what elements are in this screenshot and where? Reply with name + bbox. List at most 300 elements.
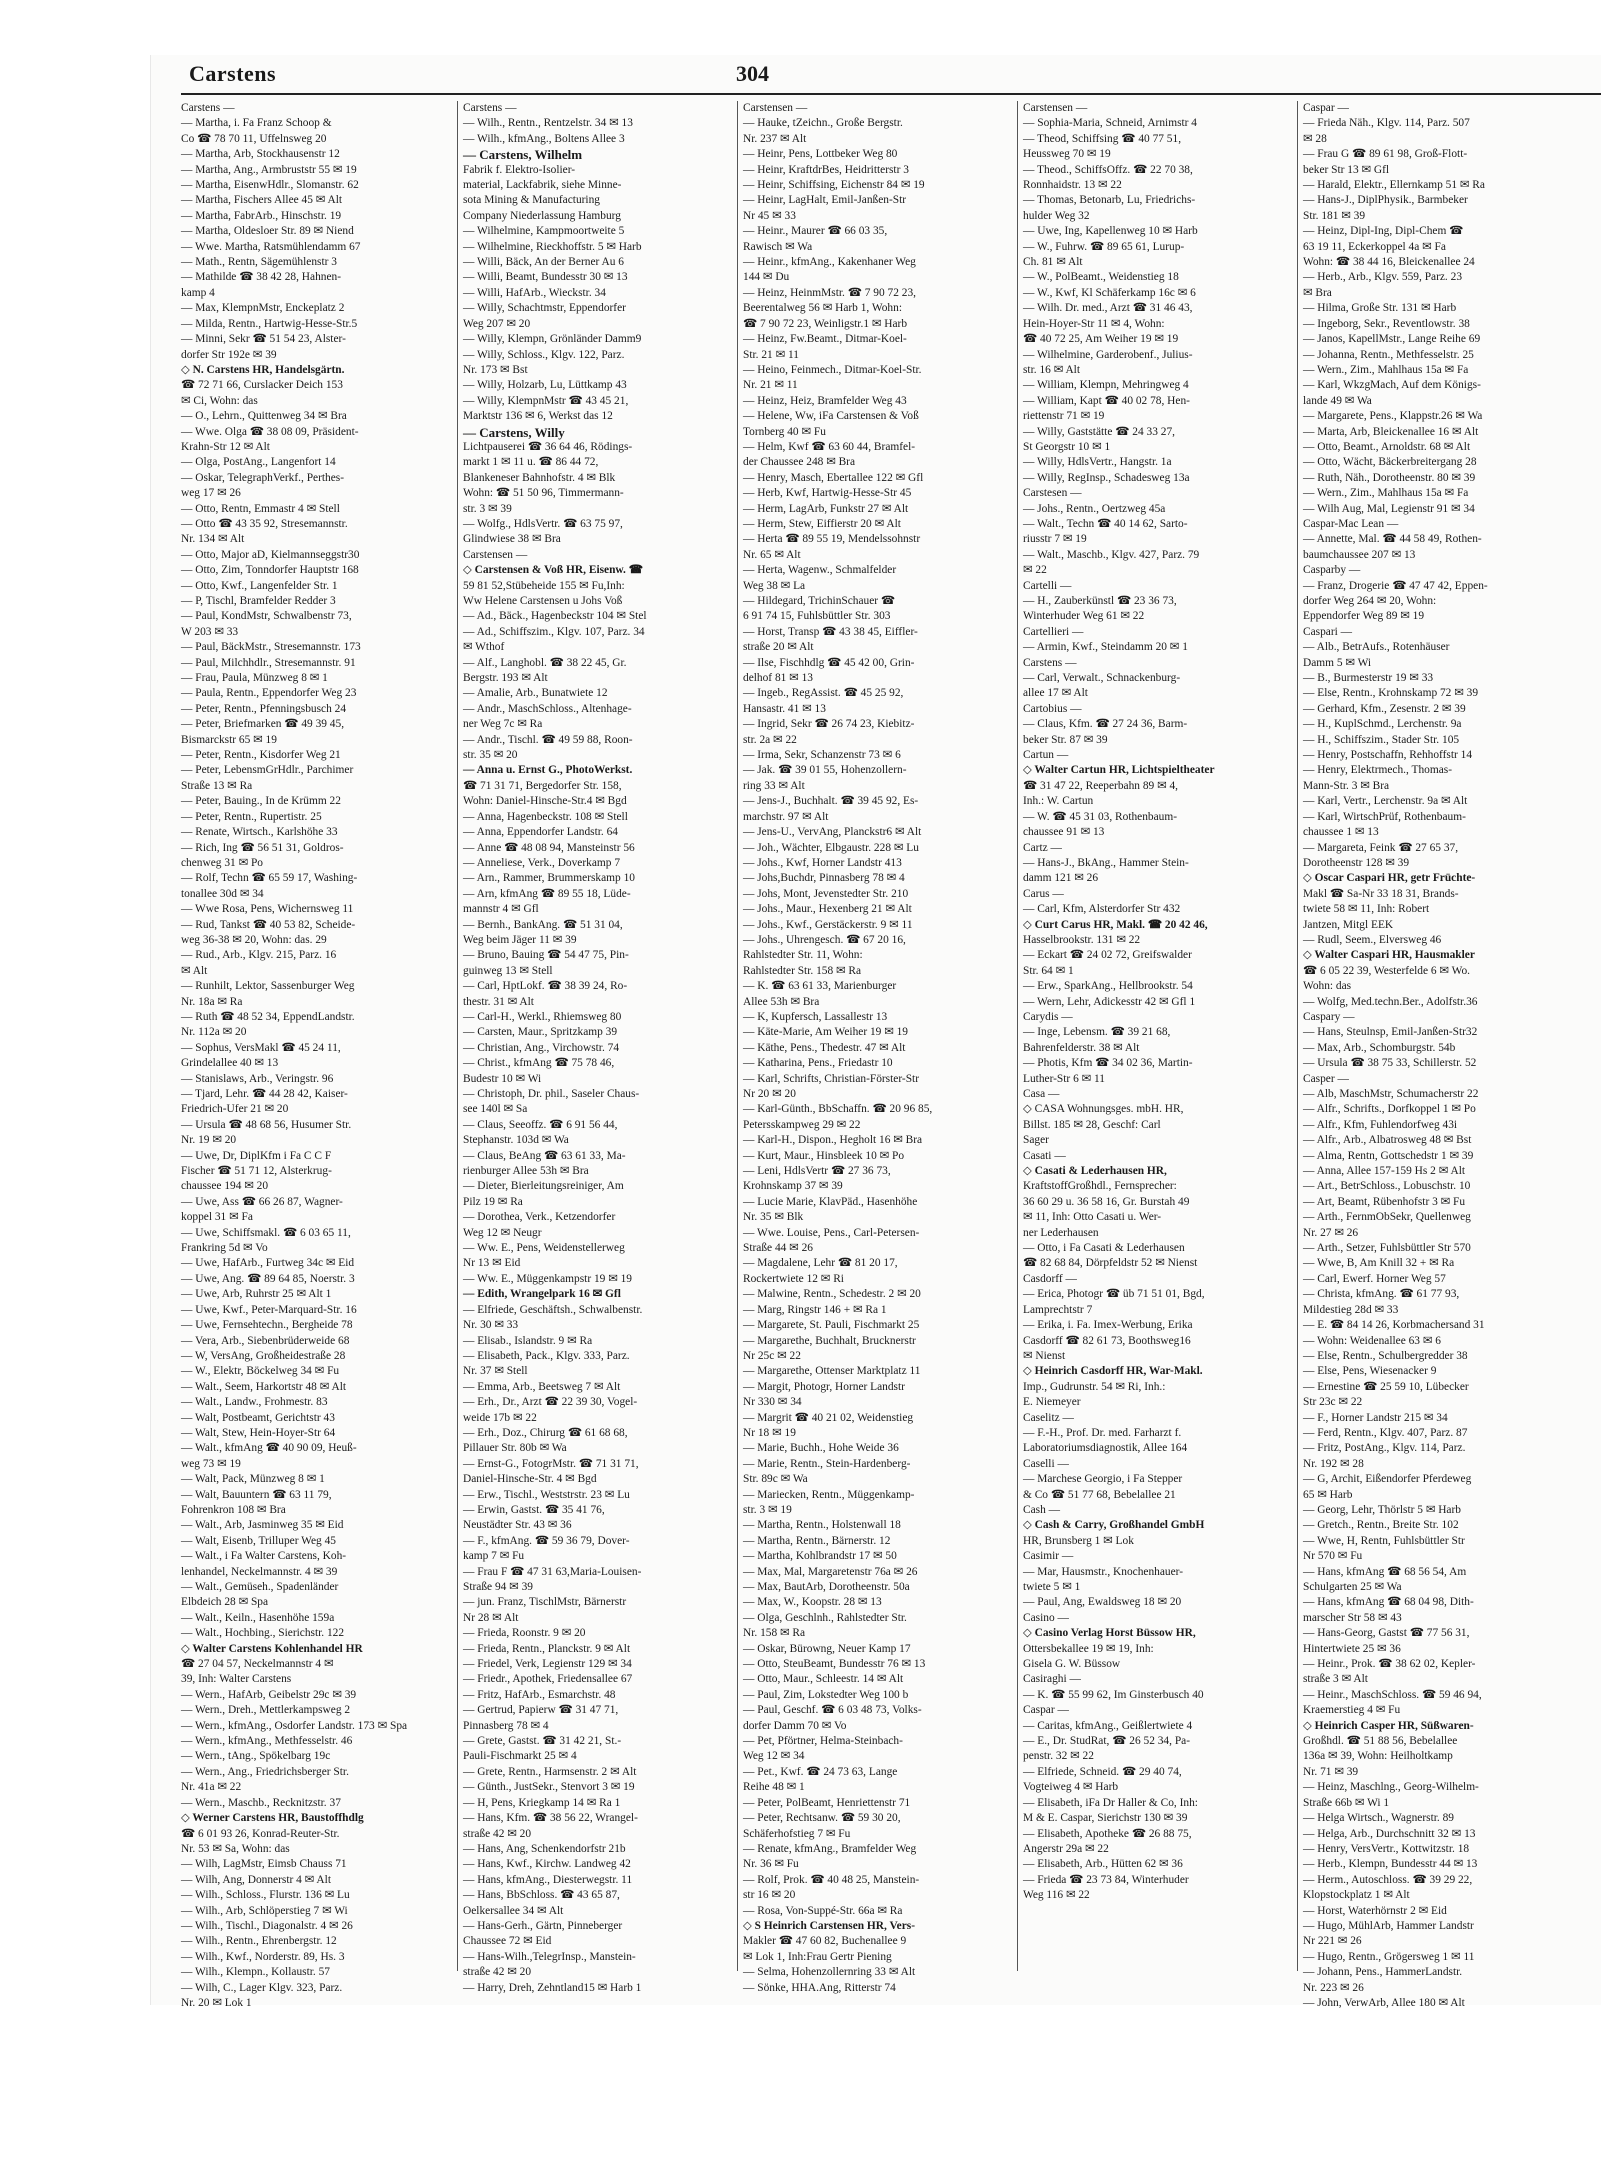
directory-entry: weg 36-38 ✉ 20, Wohn: das. 29 <box>181 933 327 946</box>
directory-entry: — Else, Rentn., Schulbergredder 38 <box>1303 1349 1468 1362</box>
directory-entry: Hasselbrookstr. 131 ✉ 22 <box>1023 933 1141 946</box>
directory-entry: Budestr 10 ✉ Wi <box>463 1072 542 1085</box>
directory-entry: — Wern., kfmAng., Osdorfer Landstr. 173 ✉ Spa <box>181 1719 408 1732</box>
directory-entry: — Elisabeth, Apotheke ☎ 26 88 75, <box>1023 1827 1192 1840</box>
directory-entry: — Herta, Wagenw., Schmalfelder <box>743 564 897 577</box>
directory-entry: — Carstens, Wilhelm <box>463 147 583 163</box>
directory-entry: Nr 13 ✉ Eid <box>463 1257 521 1270</box>
directory-entry: 65 ✉ Harb <box>1303 1488 1353 1501</box>
directory-entry: — Helga Wirtsch., Wagnerstr. 89 <box>1303 1812 1454 1825</box>
directory-entry: damm 121 ✉ 26 <box>1023 872 1099 885</box>
directory-entry: — Walt., kfmAng ☎ 40 90 09, Heuß- <box>181 1442 357 1455</box>
directory-entry: — Margarethe, Ottenser Marktplatz 11 <box>743 1365 921 1378</box>
directory-entry: — Jens-J., Buchhalt. ☎ 39 45 92, Es- <box>743 795 919 808</box>
column-3 <box>743 101 1015 1994</box>
directory-entry: Weg 12 ✉ Neugr <box>463 1226 542 1239</box>
directory-entry: W 203 ✉ 33 <box>181 625 239 638</box>
directory-entry: ◇ CASA Wohnungsges. mbH. HR, <box>1023 1103 1184 1116</box>
directory-entry: — Carl, Ewerf. Horner Weg 57 <box>1303 1272 1446 1285</box>
directory-entry: — Martha, i. Fa Franz Schoop & <box>181 117 332 130</box>
directory-entry: — Wilh., Rentn., Rentzelstr. 34 ✉ 13 <box>463 117 633 130</box>
directory-entry: — Peter, Bauing., In de Krümm 22 <box>181 795 341 808</box>
directory-entry: — Henry, Elektrmech., Thomas- <box>1303 764 1452 777</box>
directory-entry: ◇ S Heinrich Carstensen HR, Vers- <box>743 1919 916 1932</box>
directory-entry: Jantzen, Mitgl EEK <box>1303 918 1394 931</box>
directory-entry: ◇ Werner Carstens HR, Baustoffhdlg <box>181 1812 364 1825</box>
directory-entry: — Max, KlempnMstr, Enckeplatz 2 <box>181 302 345 315</box>
directory-entry: Carydis — <box>1023 1010 1073 1023</box>
directory-entry: Weg 116 ✉ 22 <box>1023 1889 1090 1902</box>
directory-entry: — Heinr., Prok. ☎ 38 62 02, Kepler- <box>1303 1658 1476 1671</box>
directory-page <box>150 55 1601 2009</box>
directory-entry: Ronnhaidstr. 13 ✉ 22 <box>1023 179 1122 192</box>
directory-entry: — Arth., FernmObSekr, Quellenweg <box>1303 1211 1471 1224</box>
directory-entry: Großhdl. ☎ 51 88 56, Bebelallee <box>1303 1735 1458 1748</box>
directory-entry: — Frieda Näh., Klgv. 114, Parz. 507 <box>1303 117 1470 130</box>
directory-entry: — Irma, Sekr, Schanzenstr 73 ✉ 6 <box>743 749 901 762</box>
directory-entry: — Marchese Georgio, i Fa Stepper <box>1023 1473 1183 1486</box>
directory-entry: Ch. 81 ✉ Alt <box>1023 256 1083 269</box>
directory-entry: tonallee 30d ✉ 34 <box>181 887 264 900</box>
directory-entry: Inh.: W. Cartun <box>1023 795 1094 808</box>
directory-entry: — Arth., Setzer, Fuhlsbüttler Str 570 <box>1303 1242 1471 1255</box>
directory-entry: Nr. 53 ✉ Sa, Wohn: das <box>181 1842 290 1855</box>
header-rule <box>181 93 1601 95</box>
directory-entry: — Wilh, C., Lager Klgv. 323, Parz. <box>181 1981 343 1994</box>
directory-entry: — B., Burmesterstr 19 ✉ 33 <box>1303 672 1434 685</box>
directory-entry: ☎ 31 47 22, Reeperbahn 89 ✉ 4, <box>1023 779 1179 792</box>
directory-entry: — Peter, Briefmarken ☎ 49 39 45, <box>181 718 345 731</box>
directory-entry: str. 35 ✉ 20 <box>463 749 518 762</box>
directory-entry: guinweg 13 ✉ Stell <box>463 964 553 977</box>
directory-entry: — Ruth, Näh., Dorotheenstr. 80 ✉ 39 <box>1303 471 1476 484</box>
directory-entry: — Frieda ☎ 23 73 84, Winterhuder <box>1023 1873 1189 1886</box>
directory-entry: ☎ 6 05 22 39, Westerfelde 6 ✉ Wo. <box>1303 964 1470 977</box>
directory-entry: str 16 ✉ 20 <box>743 1889 796 1902</box>
directory-entry: — Johann, Pens., HammerLandstr. <box>1303 1966 1463 1979</box>
directory-entry: — Helga, Arb., Durchschnitt 32 ✉ 13 <box>1303 1827 1476 1840</box>
directory-entry: — Fritz, HafArb., Esmarchstr. 48 <box>463 1688 616 1701</box>
directory-entry: — Wwe. Martha, Ratsmühlendamm 67 <box>181 240 361 253</box>
directory-entry: — Ursula ☎ 38 75 33, Schillerstr. 52 <box>1303 1057 1477 1070</box>
directory-entry: Straße 94 ✉ 39 <box>463 1581 533 1593</box>
directory-entry: Hansastr. 41 ✉ 13 <box>743 702 826 715</box>
directory-entry: — K, Kupfersch, Lassallestr 13 <box>743 1010 888 1023</box>
directory-entry: — Wern, Lehr, Adickesstr 42 ✉ Gfl 1 <box>1023 995 1196 1008</box>
directory-entry: — Rolf, Prok. ☎ 40 48 25, Manstein- <box>743 1873 920 1886</box>
directory-entry: dorfer Weg 264 ✉ 20, Wohn: <box>1303 595 1437 607</box>
directory-entry: — Heino, Feinmech., Ditmar-Koel-Str. <box>743 363 922 376</box>
directory-entry: Str. 64 ✉ 1 <box>1023 964 1074 977</box>
directory-entry: — Tjard, Lehr. ☎ 44 28 42, Kaiser- <box>181 1088 348 1100</box>
directory-entry: E. Niemeyer <box>1023 1396 1081 1409</box>
directory-entry: Carstens — <box>181 102 235 114</box>
directory-entry: — Hildegard, TrichinSchauer ☎ <box>743 595 896 607</box>
directory-entry: — Peter, Rentn., Pfenningsbusch 24 <box>181 702 347 715</box>
directory-entry: — Hans, Kfm. ☎ 38 56 22, Wrangel- <box>463 1812 638 1825</box>
directory-entry: — Hans, kfmAng., Diesterwegstr. 11 <box>463 1873 633 1886</box>
directory-entry: — Amalie, Arb., Bunatwiete 12 <box>463 687 608 700</box>
directory-entry: Laboratoriumsdiagnostik, Allee 164 <box>1023 1442 1188 1455</box>
directory-entry: — Willi, Bäck, An der Berner Au 6 <box>463 256 624 269</box>
column-divider <box>1297 101 1298 1971</box>
directory-entry: M & E. Caspar, Sierichstr 130 ✉ 39 <box>1023 1812 1188 1825</box>
directory-entry: ner Weg 7c ✉ Ra <box>463 718 543 731</box>
directory-entry: — Milda, Rentn., Hartwig-Hesse-Str.5 <box>181 317 358 330</box>
directory-entry: Stephanstr. 103d ✉ Wa <box>463 1134 569 1147</box>
directory-entry: lenhandel, Neckelmannstr. 4 ✉ 39 <box>181 1565 338 1578</box>
directory-entry: Casimir — <box>1023 1550 1074 1563</box>
directory-entry: — Theod, Schiffsing ☎ 40 77 51, <box>1023 132 1182 145</box>
directory-entry: delhof 81 ✉ 13 <box>743 672 813 685</box>
directory-entry: — Wwe Rosa, Pens, Wichernsweg 11 <box>181 903 354 916</box>
directory-entry: Str. 181 ✉ 39 <box>1303 209 1366 222</box>
directory-entry: ring 33 ✉ Alt <box>743 779 805 792</box>
directory-entry: — Willi, HafArb., Wieckstr. 34 <box>463 286 606 299</box>
directory-entry: Pauli-Fischmarkt 25 ✉ 4 <box>463 1750 577 1763</box>
directory-entry: — Wilh., kfmAng., Boltens Allee 3 <box>463 132 625 145</box>
directory-entry: — Frau, Paula, Münzweg 8 ✉ 1 <box>181 672 328 685</box>
directory-entry: Cartz — <box>1023 841 1062 854</box>
directory-entry: — Emma, Arb., Beetsweg 7 ✉ Alt <box>463 1380 621 1393</box>
directory-entry: — Ingeb., RegAssist. ☎ 45 25 92, <box>743 687 904 700</box>
directory-entry: — Alfr., Kfm, Fuhlendorfweg 43i <box>1303 1118 1458 1131</box>
directory-entry: — Wilh., Arb, Schlöperstieg 7 ✉ Wi <box>181 1904 348 1917</box>
directory-entry: — Hugo, MühlArb, Hammer Landstr <box>1303 1919 1474 1932</box>
directory-entry: mannstr 4 ✉ Gfl <box>463 903 539 916</box>
directory-entry: Nr 28 ✉ Alt <box>463 1611 519 1624</box>
directory-entry: Caselitz — <box>1023 1411 1074 1424</box>
directory-entry: Damm 5 ✉ Wi <box>1303 656 1372 669</box>
directory-entry: Fabrik f. Elektro-Isolier- <box>463 163 576 176</box>
directory-entry: Elbdeich 28 ✉ Spa <box>181 1596 269 1609</box>
directory-entry: ✉ Ci, Wohn: das <box>181 394 258 407</box>
directory-entry: Casati — <box>1023 1149 1066 1162</box>
directory-entry: — Erh., Dr., Arzt ☎ 22 39 30, Vogel- <box>463 1396 638 1409</box>
directory-entry: Wohn: ☎ 38 44 16, Bleickenallee 24 <box>1303 256 1475 269</box>
directory-entry: Makler ☎ 47 60 82, Buchenallee 9 <box>743 1935 907 1948</box>
directory-entry: — Wilh., Schloss., Flurstr. 136 ✉ Lu <box>181 1889 350 1902</box>
directory-entry: — Elisabeth, Arb., Hütten 62 ✉ 36 <box>1023 1858 1183 1871</box>
directory-entry: — Claus, BeAng ☎ 63 61 33, Ma- <box>463 1149 626 1162</box>
directory-entry: — Martha, Kohlbrandstr 17 ✉ 50 <box>743 1550 897 1563</box>
directory-entry: — Elisabeth, Pack., Klgv. 333, Parz. <box>463 1349 630 1362</box>
directory-entry: — Erica, Photogr ☎ üb 71 51 01, Bgd, <box>1023 1288 1205 1301</box>
directory-entry: — Hans-J., BkAng., Hammer Stein- <box>1023 856 1189 869</box>
directory-entry: 144 ✉ Du <box>743 271 790 284</box>
directory-entry: Weg beim Jäger 11 ✉ 39 <box>463 933 577 946</box>
directory-entry: — Gerhard, Kfm., Zesenstr. 2 ✉ 39 <box>1303 702 1466 715</box>
directory-entry: Daniel-Hinsche-Str. 4 ✉ Bgd <box>463 1473 597 1486</box>
directory-entry: chaussee 1 ✉ 13 <box>1303 826 1379 839</box>
directory-entry: Grindelallee 40 ✉ 13 <box>181 1057 279 1070</box>
directory-entry: Mann-Str. 3 ✉ Bra <box>1303 779 1390 792</box>
directory-entry: — Otto, Major aD, Kielmannseggstr30 <box>181 548 360 561</box>
directory-entry: — Arn, kfmAng ☎ 89 55 18, Lüde- <box>463 887 631 900</box>
directory-entry: — Wern., Ang., Friedrichsberger Str. <box>181 1765 349 1778</box>
directory-entry: — Dorothea, Verk., Ketzendorfer <box>463 1211 616 1224</box>
directory-entry: Tornberg 40 ✉ Fu <box>743 425 826 438</box>
directory-entry: Casiraghi — <box>1023 1673 1081 1686</box>
directory-entry: allee 17 ✉ Alt <box>1023 687 1088 700</box>
directory-entry: — Carstens, Willy <box>463 424 565 440</box>
directory-entry: — Marie, Buchh., Hohe Weide 36 <box>743 1442 899 1455</box>
directory-entry: — Uwe, Ing, Kapellenweg 10 ✉ Harb <box>1023 225 1198 238</box>
directory-entry: — Wilhelmine, Kampmoortweite 5 <box>463 225 625 238</box>
directory-entry: ✉ 22 <box>1023 564 1047 577</box>
directory-entry: Beerentalweg 56 ✉ Harb 1, Wohn: <box>743 302 902 315</box>
directory-entry: Str. 21 ✉ 11 <box>743 348 799 361</box>
directory-entry: — Herm, Stew, Eiffierstr 20 ✉ Alt <box>743 517 901 530</box>
directory-entry: — Rich, Ing ☎ 56 51 31, Goldros- <box>181 841 344 854</box>
directory-entry: ☎ 27 04 57, Neckelmannstr 4 ✉ <box>181 1658 334 1671</box>
directory-entry: — Else, Rentn., Krohnskamp 72 ✉ 39 <box>1303 687 1479 700</box>
directory-entry: — Carsten, Maur., Spritzkamp 39 <box>463 1026 618 1039</box>
directory-entry: — Lucie Marie, KlavPäd., Hasenhöhe <box>743 1195 918 1208</box>
directory-entry: — Uwe, Fernsehtechn., Bergheide 78 <box>181 1319 353 1332</box>
directory-entry: Winterhuder Weg 61 ✉ 22 <box>1023 610 1145 623</box>
directory-entry: Cartelli — <box>1023 579 1072 592</box>
directory-entry: — Frau G ☎ 89 61 98, Groß-Flott- <box>1303 148 1468 161</box>
directory-entry: — Heinz, Dipl-Ing, Dipl-Chem ☎ <box>1303 225 1464 238</box>
directory-entry: & Co ☎ 51 77 68, Bebelallee 21 <box>1023 1488 1176 1501</box>
directory-entry: — William, Kapt ☎ 40 02 78, Hen- <box>1023 394 1190 407</box>
directory-entry: — Friedel, Verk, Legienstr 129 ✉ 34 <box>463 1658 632 1671</box>
directory-entry: — Otto, SteuBeamt, Bundesstr 76 ✉ 13 <box>743 1658 926 1671</box>
directory-entry: — Annette, Mal. ☎ 44 58 49, Rothen- <box>1303 533 1482 546</box>
directory-entry: — Andr., Tischl. ☎ 49 59 88, Roon- <box>463 733 633 746</box>
directory-entry: — Heinz, Fw.Beamt., Ditmar-Koel- <box>743 333 907 346</box>
directory-entry: — Jak. ☎ 39 01 55, Hohenzollern- <box>743 764 907 777</box>
directory-entry: — Alb., BetrAufs., Rotenhäuser <box>1303 641 1450 654</box>
directory-entry: — Wilh Aug, Mal, Legienstr 91 ✉ 34 <box>1303 502 1475 515</box>
directory-entry: — Erika, i. Fa. Imex-Werbung, Erika <box>1023 1319 1193 1332</box>
directory-entry: Caselli — <box>1023 1457 1069 1470</box>
directory-entry: — Willy, Schloss., Klgv. 122, Parz. <box>463 348 625 361</box>
directory-entry: — Wwe. Louise, Pens., Carl-Petersen- <box>743 1226 920 1239</box>
directory-entry: — Walt, Postbeamt, Gerichtstr 43 <box>181 1411 335 1424</box>
directory-entry: Makl ☎ Sa-Nr 33 18 31, Brands- <box>1303 887 1459 900</box>
directory-entry: ◇ Cash & Carry, Großhandel GmbH <box>1023 1519 1205 1532</box>
directory-entry: Rockertwiete 12 ✉ Ri <box>743 1272 844 1285</box>
directory-entry: — Hans-Gerh., Gärtn, Pinneberger <box>463 1919 623 1932</box>
directory-entry: — Willy, KlempnMstr ☎ 43 45 21, <box>463 394 629 407</box>
directory-entry: — Anneliese, Verk., Doverkamp 7 <box>463 856 621 869</box>
directory-entry: Casparby — <box>1303 564 1361 577</box>
directory-entry: straße 42 ✉ 20 <box>463 1966 532 1979</box>
directory-entry: — Olga, PostAng., Langenfort 14 <box>181 456 336 469</box>
directory-entry: — Malwine, Rentn., Schedestr. 2 ✉ 20 <box>743 1288 921 1301</box>
directory-entry: Heussweg 70 ✉ 19 <box>1023 148 1111 161</box>
directory-entry: Nr. 223 ✉ 26 <box>1303 1981 1364 1994</box>
directory-entry: Nr. 20 ✉ Lok 1 <box>181 1996 252 2009</box>
directory-entry: — Heinz, Heiz, Bramfelder Weg 43 <box>743 394 907 407</box>
directory-entry: St Georgstr 10 ✉ 1 <box>1023 440 1111 453</box>
directory-entry: — Rud., Arb., Klgv. 215, Parz. 16 <box>181 949 337 962</box>
directory-entry: — Alfr., Schrifts., Dorfkoppel 1 ✉ Po <box>1303 1103 1476 1116</box>
directory-entry: — Johs,Buchdr, Pinnasberg 78 ✉ 4 <box>743 872 905 885</box>
directory-entry: — Georg, Lehr, Thörlstr 5 ✉ Harb <box>1303 1503 1461 1516</box>
directory-entry: — Edith, Wrangelpark 16 ✉ Gfl <box>463 1288 621 1301</box>
directory-entry: — Paul, Geschf. ☎ 6 03 48 73, Volks- <box>743 1704 922 1717</box>
directory-entry: Eppendorfer Weg 89 ✉ 19 <box>1303 610 1425 623</box>
directory-entry: — Willy, RegInsp., Schadesweg 13a <box>1023 471 1190 484</box>
directory-entry: — Erh., Doz., Chirurg ☎ 61 68 68, <box>463 1426 628 1439</box>
directory-entry: — W., Kwf, Kl Schäferkamp 16c ✉ 6 <box>1023 286 1196 299</box>
directory-entry: — Peter, Rentn., Rupertistr. 25 <box>181 810 322 823</box>
directory-entry: — Walt., Gemüseh., Spadenländer <box>181 1581 339 1593</box>
header-keyword: Carstens <box>189 61 277 86</box>
directory-entry: — Leni, HdlsVertr ☎ 27 36 73, <box>743 1165 891 1178</box>
directory-entry: — Walt., Seem, Harkortstr 48 ✉ Alt <box>181 1380 347 1393</box>
directory-entry: ☎ 82 68 84, Dörpfeldstr 52 ✉ Nienst <box>1023 1257 1198 1270</box>
directory-entry: — Caritas, kfmAng., Geißlertwiete 4 <box>1023 1719 1193 1732</box>
directory-entry: Wohn: Daniel-Hinsche-Str.4 ✉ Bgd <box>463 795 627 808</box>
directory-entry: — E. ☎ 84 14 26, Korbmachersand 31 <box>1303 1319 1485 1332</box>
directory-entry: — Erw., SparkAng., Hellbrookstr. 54 <box>1023 980 1193 993</box>
directory-entry: — Hans, kfmAng ☎ 68 04 98, Dith- <box>1303 1596 1474 1609</box>
directory-entry: — Frieda, Rentn., Planckstr. 9 ✉ Alt <box>463 1642 631 1655</box>
directory-entry: Mildestieg 28d ✉ 33 <box>1303 1303 1399 1316</box>
directory-entry: — Wern., Zim., Mahlhaus 15a ✉ Fa <box>1303 487 1469 500</box>
directory-entry: — Hans, BbSchloss. ☎ 43 65 87, <box>463 1889 620 1902</box>
directory-entry: Nr. 41a ✉ 22 <box>181 1781 242 1794</box>
directory-entry: — Peter, PolBeamt, Henriettenstr 71 <box>743 1796 911 1809</box>
directory-entry: — Pet, Pförtner, Helma-Steinbach- <box>743 1735 903 1748</box>
directory-entry: Carstensen — <box>463 548 528 561</box>
directory-entry: ☎ 71 31 71, Bergedorfer Str. 158, <box>463 779 622 792</box>
directory-entry: lande 49 ✉ Wa <box>1303 394 1372 407</box>
directory-entry: — Margit, Photogr, Horner Landstr <box>743 1380 905 1393</box>
directory-entry: 36 60 29 u. 36 58 16, Gr. Burstah 49 <box>1023 1195 1190 1208</box>
directory-entry: — Renate, Wirtsch., Karlshöhe 33 <box>181 826 338 839</box>
directory-entry: — Vera, Arb., Siebenbrüderweide 68 <box>181 1334 350 1347</box>
directory-entry: chaussee 194 ✉ 20 <box>181 1180 269 1193</box>
directory-entry: — Art, Beamt, Rübenhofstr 3 ✉ Fu <box>1303 1195 1466 1208</box>
directory-entry: — Karl-Günth., BbSchaffn. ☎ 20 96 85, <box>743 1103 933 1116</box>
directory-entry: Carstensen — <box>1023 102 1088 114</box>
directory-entry: Cartellieri — <box>1023 625 1084 638</box>
directory-entry: — Henry, VersVertr., Kottwitzstr. 18 <box>1303 1842 1470 1855</box>
directory-entry: — Selma, Hohenzollernring 33 ✉ Alt <box>743 1966 916 1979</box>
directory-entry: — Johs., Kwf., Gerstäckerstr. 9 ✉ 11 <box>743 918 913 931</box>
directory-entry: — Paul, Milchhdlr., Stresemannstr. 91 <box>181 656 356 669</box>
directory-entry: — Hans, Ang, Schenkendorfstr 21b <box>463 1842 626 1855</box>
directory-entry: Petersskampweg 29 ✉ 22 <box>743 1118 861 1131</box>
directory-entry: — O., Lehrn., Quittenweg 34 ✉ Bra <box>181 410 347 423</box>
directory-entry: — Ad., Schiffszim., Klgv. 107, Parz. 34 <box>463 625 645 638</box>
directory-entry: — John, VerwArb, Allee 180 ✉ Alt <box>1303 1996 1465 2009</box>
directory-entry: Reihe 48 ✉ 1 <box>743 1781 805 1794</box>
directory-entry: — Elfriede, Schneid. ☎ 29 40 74, <box>1023 1765 1182 1778</box>
directory-entry: — Ww. E., Pens, Weidenstellerweg <box>463 1242 625 1255</box>
directory-entry: Nr. 35 ✉ Blk <box>743 1211 804 1224</box>
directory-entry: — W. ☎ 45 31 03, Rothenbaum- <box>1023 810 1178 823</box>
directory-entry: rienburger Allee 53h ✉ Bra <box>463 1165 589 1178</box>
directory-entry: ☎ 40 72 25, Am Weiher 19 ✉ 19 <box>1023 333 1179 346</box>
directory-entry: — Martha, Rentn., Bärnerstr. 12 <box>743 1534 891 1547</box>
column-5 <box>1303 101 1593 2009</box>
directory-entry: — Paul, KondMstr, Schwalbenstr 73, <box>181 610 352 623</box>
directory-entry: Blankeneser Bahnhofstr. 4 ✉ Blk <box>463 471 616 484</box>
directory-entry: — Uwe, HafArb., Furtweg 34c ✉ Eid <box>181 1257 355 1270</box>
directory-entry: ☎ 72 71 66, Curslacker Deich 153 <box>181 379 343 392</box>
directory-entry: Weg 207 ✉ 20 <box>463 317 531 330</box>
directory-entry: — Otto, Wächt, Bäckerbreitergang 28 <box>1303 456 1477 469</box>
directory-entry: — Wilh., Rentn., Ehrenbergstr. 12 <box>181 1935 337 1948</box>
directory-entry: — jun. Franz, TischlMstr, Bärnerstr <box>463 1596 627 1609</box>
directory-entry: Krahn-Str 12 ✉ Alt <box>181 440 270 453</box>
directory-entry: — H, Pens, Kriegkamp 14 ✉ Ra 1 <box>463 1796 621 1809</box>
directory-entry: — Alf., Langhobl. ☎ 38 22 45, Gr. <box>463 656 627 669</box>
directory-entry: str. 3 ✉ 39 <box>463 502 512 515</box>
directory-entry: — Elisabeth, iFa Dr Haller & Co, Inh: <box>1023 1796 1198 1809</box>
directory-entry: hulder Weg 32 <box>1023 209 1090 222</box>
directory-entry: — Käthe, Pens., Thedestr. 47 ✉ Alt <box>743 1041 906 1054</box>
directory-entry: Krohnskamp 37 ✉ 39 <box>743 1180 843 1193</box>
directory-entry: — Rolf, Techn ☎ 65 59 17, Washing- <box>181 872 358 885</box>
directory-entry: ✉ Bra <box>1303 286 1332 299</box>
directory-entry: chenweg 31 ✉ Po <box>181 856 263 869</box>
directory-entry: — Theod., SchiffsOffz. ☎ 22 70 38, <box>1023 163 1193 176</box>
directory-entry: — Karl, Schrifts, Christian-Förster-Str <box>743 1072 919 1085</box>
directory-entry: Nr. 37 ✉ Stell <box>463 1365 528 1378</box>
directory-entry: — Oskar, Bürowng, Neuer Kamp 17 <box>743 1642 911 1655</box>
directory-entry: — Janos, KapellMstr., Lange Reihe 69 <box>1303 333 1481 346</box>
directory-entry: — P, Tischl, Bramfelder Redder 3 <box>181 595 336 607</box>
directory-entry: — Willi, Beamt, Bundesstr 30 ✉ 13 <box>463 271 628 284</box>
directory-entry: Nr. 112a ✉ 20 <box>181 1026 247 1039</box>
directory-entry: Klopstockplatz 1 ✉ Alt <box>1303 1889 1410 1902</box>
directory-entry: Nr. 36 ✉ Fu <box>743 1858 799 1871</box>
directory-entry: Weg 12 ✉ 34 <box>743 1750 805 1763</box>
directory-entry: — Grete, Gastst. ☎ 31 42 21, St.- <box>463 1735 622 1748</box>
directory-entry: Nr 20 ✉ 20 <box>743 1088 796 1100</box>
directory-entry: — Heinr., MaschSchloss. ☎ 59 46 94, <box>1303 1688 1482 1701</box>
directory-entry: — Minni, Sekr ☎ 51 54 23, Alster- <box>181 333 346 346</box>
directory-entry: — Ruth ☎ 48 52 34, EppendLandstr. <box>181 1010 355 1023</box>
directory-entry: — Hans-J., DiplPhysik., Barmbeker <box>1303 194 1468 207</box>
directory-entry: — Martha, Ang., Armbruststr 55 ✉ 19 <box>181 163 357 176</box>
directory-entry: — Karl, WirtschPrüf, Rothenbaum- <box>1303 810 1466 823</box>
directory-entry: Hintertwiete 25 ✉ 36 <box>1303 1642 1401 1655</box>
bottom-margin <box>0 2010 1600 2177</box>
directory-entry: — Otto, Maur., Schleestr. 14 ✉ Alt <box>743 1673 904 1686</box>
directory-entry: — Grete, Rentn., Harmsenstr. 2 ✉ Alt <box>463 1765 637 1778</box>
directory-entry: ◇ N. Carstens HR, Handelsgärtn. <box>181 363 345 376</box>
directory-entry: — Carl, Verwalt., Schnackenburg- <box>1023 672 1181 685</box>
directory-entry: Casdorff ☎ 82 61 73, Boothsweg16 <box>1023 1334 1191 1347</box>
directory-entry: — Wern., HafArb, Geibelstr 29c ✉ 39 <box>181 1688 357 1701</box>
directory-entry: — Alfr., Arb., Albatrosweg 48 ✉ Bst <box>1303 1134 1472 1147</box>
directory-entry: — Horst, Transp ☎ 43 38 45, Eiffler- <box>743 625 918 638</box>
directory-entry: — Hans-Wilh.,TelegrInsp., Manstein- <box>463 1950 636 1963</box>
directory-entry: der Chaussee 248 ✉ Bra <box>743 456 856 469</box>
directory-entry: Str. 89c ✉ Wa <box>743 1473 808 1486</box>
directory-entry: Lichtpauserei ☎ 36 64 46, Rödings- <box>463 440 633 453</box>
directory-entry: Neustädter Str. 43 ✉ 36 <box>463 1519 572 1532</box>
directory-entry: ◇ Curt Carus HR, Makl. ☎ 20 42 46, <box>1023 918 1208 931</box>
directory-entry: — Sophia-Maria, Schneid, Arnimstr 4 <box>1023 117 1198 130</box>
directory-entry: — Mathilde ☎ 38 42 28, Hahnen- <box>181 271 342 284</box>
directory-entry: — Rud, Tankst ☎ 40 53 82, Scheide- <box>181 918 356 931</box>
directory-entry: — H., KuplSchmd., Lerchenstr. 9a <box>1303 718 1462 731</box>
directory-entry: Nr. 27 ✉ 26 <box>1303 1226 1359 1239</box>
directory-entry: — Max, Arb., Schomburgstr. 54b <box>1303 1041 1456 1054</box>
page-header <box>181 55 1581 93</box>
directory-entry: Cartobius — <box>1023 702 1082 715</box>
directory-entry: — Otto, Kwf., Langenfelder Str. 1 <box>181 579 338 592</box>
